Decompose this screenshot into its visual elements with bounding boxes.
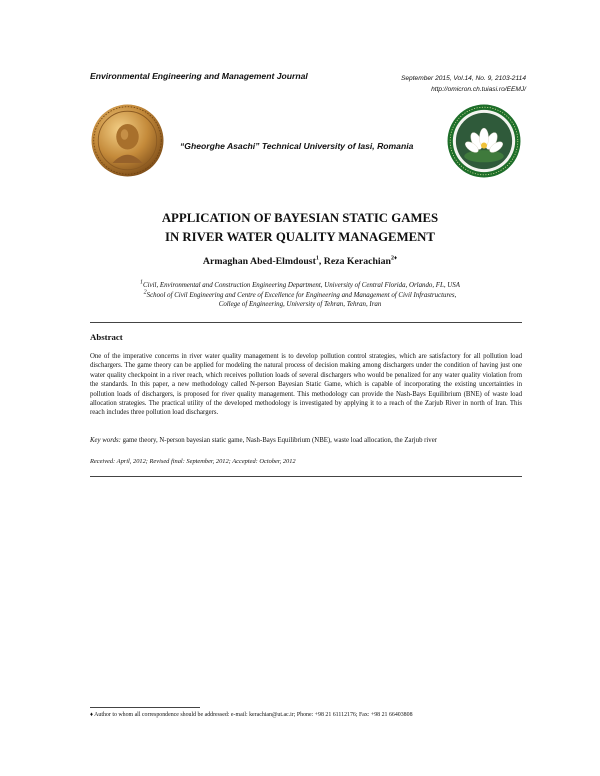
affiliation-2-cont: College of Engineering, University of Tehran, Tehran, Iran xyxy=(218,301,382,308)
title-line-2: IN RIVER WATER QUALITY MANAGEMENT xyxy=(165,230,435,244)
affiliations xyxy=(0,281,600,310)
abstract-text: One of the imperative concerns in river water quality management is to develop pollution control strategies, which are satisfactory for all pollution load dischargers. The game theory can be applied for modeling the natural process of decision making among dischargers under the condition of having just one water quality checkpoint in a river reach, which receives pollution loads of several dischargers who would be penalized for any water quality violation from the standards. In this paper, a new methodology called N-person Bayesian Static Game, which is capable of incorporating the existing uncertainties in pollution loads of dischargers, is proposed for river quality management. This methodology can provide the Nash-Bays Equilibrium (BNE) of waste load allocation strategies. The practical utility of the developed methodology is investigated by applying it to a reach of the Zarjub River in north of Iran. This reach includes three pollution load dischargers. xyxy=(90,353,522,417)
affiliation-mark: 2 xyxy=(143,289,147,296)
author-list: Armaghan Abed-Elmdoust$^1$, Reza Kerachian$^{2♦}$ xyxy=(202,255,398,267)
title-line-1: APPLICATION OF BAYESIAN STATIC GAMES xyxy=(161,211,439,225)
footnote-divider xyxy=(90,707,200,708)
abstract-heading: Abstract xyxy=(90,332,123,342)
issue-info xyxy=(401,73,526,95)
keywords-text: game theory, N-person bayesian static game, Nash-Bays Equilibrium (NBE), waste load allocation, the Zarjub river xyxy=(120,437,437,444)
author-name: Reza Kerachian xyxy=(323,256,391,267)
university-seal-logo xyxy=(90,103,165,178)
keywords-label: Key words: xyxy=(90,437,121,444)
issue-line: September 2015, Vol.14, No. 9, 2103-2114 xyxy=(400,75,526,82)
paper-title xyxy=(0,209,600,247)
submission-dates: Received: April, 2012; Revised final: September, 2012; Accepted: October, 2012 xyxy=(90,458,296,465)
university-name: “Gheorghe Asachi” Technical University of Iasi, Romania xyxy=(180,141,414,151)
correspondence-footnote: ♦ Author to whom all correspondence should be addressed: e-mail: kerachian@ut.ac.ir; Phone: +98 21 61112176; Fax: +98 21 66403808 xyxy=(90,712,413,718)
keywords xyxy=(90,436,522,445)
journal-name: Environmental Engineering and Management Journal xyxy=(90,71,308,81)
affiliation-1: $^1$Civil, Environmental and Construction Engineering Department, University of Central Florida, Orlando, FL, USA xyxy=(140,279,460,289)
author-affiliation-mark: 2♦ xyxy=(391,255,398,262)
section-divider xyxy=(90,322,522,323)
journal-emblem-logo xyxy=(446,103,522,179)
author-affiliation-mark: 1 xyxy=(315,255,319,262)
section-divider xyxy=(90,476,522,477)
author-name: Armaghan Abed-Elmdoust xyxy=(202,256,316,267)
journal-url[interactable]: http://omicron.ch.tuiasi.ro/EEMJ/ xyxy=(431,86,526,93)
affiliation-mark: 1 xyxy=(140,279,144,286)
affiliation-2: $^2$School of Civil Engineering and Centre of Excellence for Engineering and Management of Civil Infrastructures, xyxy=(143,289,457,299)
